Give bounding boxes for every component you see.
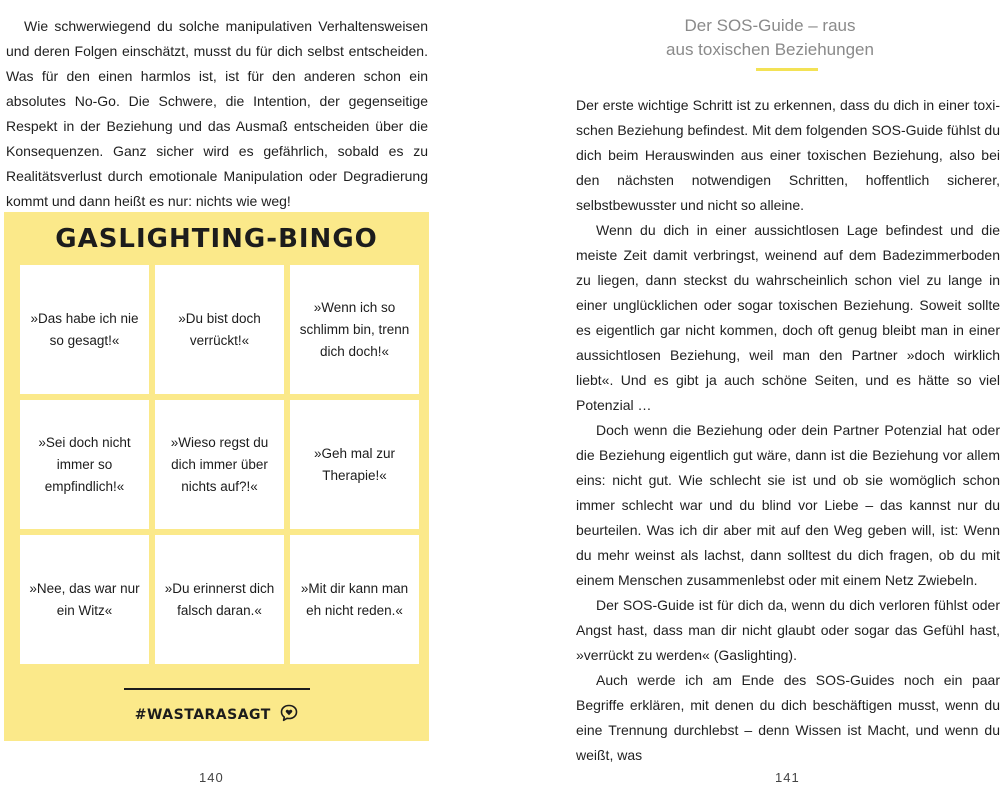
bingo-cell: »Du bist doch verrückt!« xyxy=(155,265,284,394)
left-paragraph: Wie schwerwiegend du solche manipulativen Verhaltensweisen und deren Folgen einschätzt, musst du für dich selbst entscheiden. Was für den einen harmlos ist, ist für den anderen schon ein absolutes No-Go. Die Schwere, die Intention, der gegenseitige Respekt in der Beziehung und das Ausmaß entscheiden über die Konsequenzen. Ganz sicher wird es gefährlich, sobald es zu Realitätsverlust durch emotionale Manipulation oder Degradierung kommt und dann heißt es nur: nichts wie weg! xyxy=(6,18,428,209)
bingo-cell: »Wieso regst du dich immer über nichts auf?!« xyxy=(155,400,284,529)
left-body-text xyxy=(6,14,428,214)
right-paragraph: Der SOS-Guide ist für dich da, wenn du dich verloren fühlst oder Angst hast, dass man dir nicht glaubt oder sogar das Gefühl hast, »verrückt zu werden« (Gaslighting). xyxy=(576,597,1000,663)
bingo-cell: »Mit dir kann man eh nicht reden.« xyxy=(290,535,419,664)
bingo-cell: »Du erinnerst dich falsch daran.« xyxy=(155,535,284,664)
chapter-heading-line-1: Der SOS-Guide – raus xyxy=(684,16,856,35)
bingo-cell: »Sei doch nicht immer so empfindlich!« xyxy=(20,400,149,529)
right-paragraph: Auch werde ich am Ende des SOS-Guides noch ein paar Begriffe erklären, mit denen du dich beschäftigen musst, wenn du eine Trennung durchlebst – denn Wissen ist Macht, und wenn du weißt, was xyxy=(576,672,1000,763)
bingo-cell: »Nee, das war nur ein Witz« xyxy=(20,535,149,664)
bingo-cell: »Wenn ich so schlimm bin, trenn dich doch!« xyxy=(290,265,419,394)
bingo-cell: »Geh mal zur Therapie!« xyxy=(290,400,419,529)
bingo-cell: »Das habe ich nie so gesagt!« xyxy=(20,265,149,394)
gaslighting-bingo-box xyxy=(4,212,429,741)
right-page xyxy=(500,0,1000,800)
chapter-heading-line-2: aus toxischen Beziehungen xyxy=(666,40,874,59)
bingo-divider xyxy=(124,688,310,690)
bingo-title: GASLIGHTING-BINGO xyxy=(55,224,378,254)
speech-bubble-heart-icon xyxy=(280,704,298,722)
right-paragraph: Der erste wichtige Schritt ist zu erkennen, dass du dich in einer toxischen Beziehung befindest. Mit dem folgenden SOS-Guide fühlst du dich beim Herauswinden aus einer toxischen Beziehung, also bei den nächsten notwendigen Schritten, hoffentlich sicherer, selbstbewusster und nicht so alleine. xyxy=(576,97,1000,213)
page-number: 141 xyxy=(775,770,800,785)
heading-underline xyxy=(756,68,818,71)
chapter-heading xyxy=(570,14,970,62)
bingo-grid xyxy=(20,265,419,664)
right-paragraph: Wenn du dich in einer aussichtlosen Lage befindest und die meiste Zeit damit verbringst, weinend auf dem Badezimmerboden zu liegen, dann steckst du wahrscheinlich schon viel zu lange in einer unglücklichen oder sogar toxischen Beziehung. Soweit sollte es eigentlich gar nicht kommen, doch oft genug bleibt man in einer aussichtlosen Beziehung, weil man den Partner »doch wirklich liebt«. Und es gibt ja auch schöne Seiten, und es hätte so viel Potenzial … xyxy=(576,222,1000,413)
right-paragraph: Doch wenn die Beziehung oder dein Partner Potenzial hat oder die Beziehung eigentlich gut wäre, dann ist die Beziehung vor allem eins: nicht gut. Wie schlecht sie ist und ob sie womöglich schon immer schlecht war und du blind vor Liebe – das kannst nur du beurteilen. Was ich dir aber mit auf den Weg geben will, ist: Wenn du mehr weinst als lachst, dann solltest du dich fragen, ob du mit einem Menschen zusammenlebst oder mit einem Netz Zwiebeln. xyxy=(576,422,1000,588)
hashtag-line xyxy=(4,704,429,723)
hashtag-text: #WASTARASAGT xyxy=(134,707,271,723)
right-body-text xyxy=(576,93,1000,768)
page-number: 140 xyxy=(199,770,224,785)
